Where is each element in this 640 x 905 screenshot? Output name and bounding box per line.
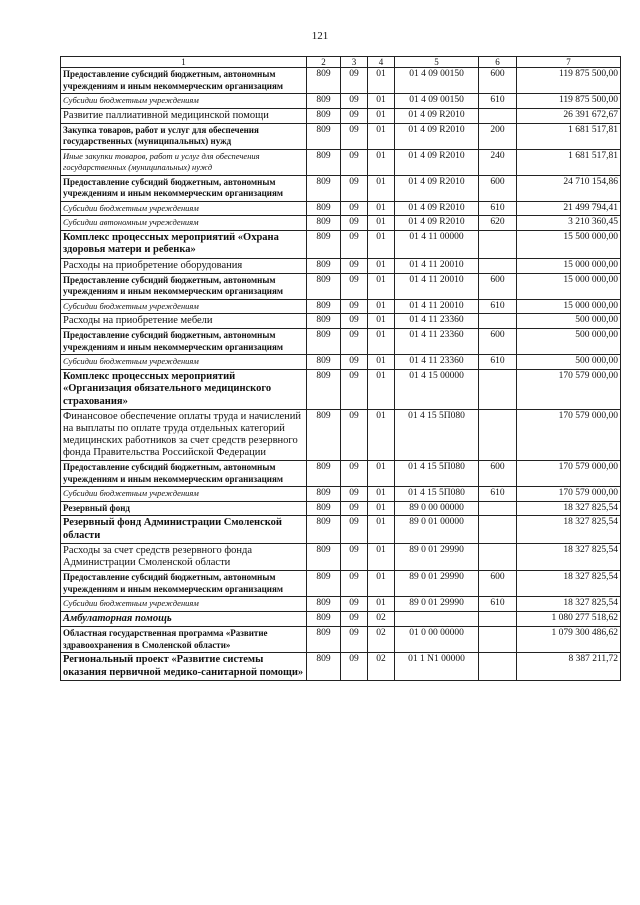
section-code: 09: [341, 94, 368, 109]
row-name: Субсидии бюджетным учреждениям: [61, 355, 307, 370]
subsection-code: 01: [368, 369, 395, 410]
table-row: [61, 355, 621, 370]
table-row: [61, 175, 621, 201]
admin-code: 809: [307, 230, 341, 258]
amount: 500 000,00: [517, 355, 621, 370]
row-name: Субсидии бюджетным учреждениям: [61, 487, 307, 502]
subsection-code: 01: [368, 230, 395, 258]
amount: 18 327 825,54: [517, 516, 621, 544]
section-code: 09: [341, 175, 368, 201]
admin-code: 809: [307, 355, 341, 370]
target-article-code: 89 0 00 00000: [395, 501, 479, 516]
amount: 1 681 517,81: [517, 149, 621, 175]
table-row: [61, 653, 621, 681]
amount: 18 327 825,54: [517, 597, 621, 612]
amount: 15 000 000,00: [517, 273, 621, 299]
subsection-code: 01: [368, 108, 395, 123]
section-code: 09: [341, 329, 368, 355]
admin-code: 809: [307, 329, 341, 355]
table-row: [61, 516, 621, 544]
target-article-code: 01 4 09 R2010: [395, 201, 479, 216]
amount: 15 500 000,00: [517, 230, 621, 258]
section-code: 09: [341, 273, 368, 299]
expense-type-code: 600: [479, 329, 517, 355]
admin-code: 809: [307, 611, 341, 627]
subsection-code: 01: [368, 355, 395, 370]
admin-code: 809: [307, 571, 341, 597]
subsection-code: 01: [368, 273, 395, 299]
subsection-code: 01: [368, 544, 395, 571]
row-name: Субсидии бюджетным учреждениям: [61, 94, 307, 109]
amount: 119 875 500,00: [517, 68, 621, 94]
row-name: Развитие паллиативной медицинской помощи: [61, 108, 307, 123]
row-name: Предоставление субсидий бюджетным, автономным учреждениям и иным некоммерческим организациям: [61, 68, 307, 94]
table-row: [61, 201, 621, 216]
expense-type-code: [479, 627, 517, 653]
amount: 15 000 000,00: [517, 258, 621, 273]
subsection-code: 01: [368, 516, 395, 544]
subsection-code: 01: [368, 571, 395, 597]
amount: 170 579 000,00: [517, 487, 621, 502]
table-row: [61, 273, 621, 299]
table-row: [61, 410, 621, 461]
admin-code: 809: [307, 108, 341, 123]
amount: 3 210 360,45: [517, 216, 621, 231]
admin-code: 809: [307, 68, 341, 94]
subsection-code: 01: [368, 597, 395, 612]
row-name: Комплекс процессных мероприятий «Организация обязательного медицинского страхования»: [61, 369, 307, 410]
row-name: Региональный проект «Развитие системы оказания первичной медико-санитарной помощи»: [61, 653, 307, 681]
admin-code: 809: [307, 627, 341, 653]
row-name: Субсидии автономным учреждениям: [61, 216, 307, 231]
table-row: [61, 216, 621, 231]
expense-type-code: 600: [479, 68, 517, 94]
column-header: 5: [395, 57, 479, 68]
row-name: Предоставление субсидий бюджетным, автономным учреждениям и иным некоммерческим организациям: [61, 571, 307, 597]
target-article-code: 01 4 11 00000: [395, 230, 479, 258]
row-name: Предоставление субсидий бюджетным, автономным учреждениям и иным некоммерческим организациям: [61, 329, 307, 355]
target-article-code: 01 4 09 R2010: [395, 216, 479, 231]
section-code: 09: [341, 611, 368, 627]
table-row: [61, 94, 621, 109]
expense-type-code: 600: [479, 571, 517, 597]
row-name: Расходы на приобретение мебели: [61, 314, 307, 329]
row-name: Иные закупки товаров, работ и услуг для обеспечения государственных (муниципальных) нужд: [61, 149, 307, 175]
table-row: [61, 461, 621, 487]
target-article-code: 01 4 09 00150: [395, 68, 479, 94]
subsection-code: 01: [368, 314, 395, 329]
table-row: [61, 544, 621, 571]
subsection-code: 02: [368, 653, 395, 681]
expense-type-code: [479, 611, 517, 627]
admin-code: 809: [307, 516, 341, 544]
target-article-code: 01 4 11 20010: [395, 273, 479, 299]
section-code: 09: [341, 258, 368, 273]
expense-type-code: 600: [479, 461, 517, 487]
amount: 8 387 211,72: [517, 653, 621, 681]
expense-type-code: [479, 653, 517, 681]
subsection-code: 01: [368, 410, 395, 461]
row-name: Комплекс процессных мероприятий «Охрана здоровья матери и ребенка»: [61, 230, 307, 258]
section-code: 09: [341, 216, 368, 231]
section-code: 09: [341, 410, 368, 461]
target-article-code: 01 4 11 20010: [395, 258, 479, 273]
column-header: 1: [61, 57, 307, 68]
admin-code: 809: [307, 369, 341, 410]
expense-type-code: [479, 369, 517, 410]
column-header: 3: [341, 57, 368, 68]
target-article-code: 01 4 09 R2010: [395, 149, 479, 175]
admin-code: 809: [307, 544, 341, 571]
admin-code: 809: [307, 410, 341, 461]
admin-code: 809: [307, 501, 341, 516]
section-code: 09: [341, 597, 368, 612]
section-code: 09: [341, 501, 368, 516]
target-article-code: 01 4 09 00150: [395, 94, 479, 109]
section-code: 09: [341, 108, 368, 123]
table-row: [61, 501, 621, 516]
admin-code: 809: [307, 597, 341, 612]
subsection-code: 01: [368, 487, 395, 502]
subsection-code: 01: [368, 149, 395, 175]
table-row: [61, 299, 621, 314]
amount: 500 000,00: [517, 314, 621, 329]
expense-type-code: 620: [479, 216, 517, 231]
row-name: Расходы на приобретение оборудования: [61, 258, 307, 273]
section-code: 09: [341, 355, 368, 370]
row-name: Субсидии бюджетным учреждениям: [61, 299, 307, 314]
admin-code: 809: [307, 487, 341, 502]
table-row: [61, 369, 621, 410]
subsection-code: 02: [368, 627, 395, 653]
section-code: 09: [341, 627, 368, 653]
target-article-code: 01 4 11 23360: [395, 329, 479, 355]
expense-type-code: 600: [479, 273, 517, 299]
row-name: Резервный фонд Администрации Смоленской области: [61, 516, 307, 544]
table-row: [61, 329, 621, 355]
admin-code: 809: [307, 216, 341, 231]
target-article-code: 89 0 01 00000: [395, 516, 479, 544]
section-code: 09: [341, 201, 368, 216]
row-name: Предоставление субсидий бюджетным, автономным учреждениям и иным некоммерческим организациям: [61, 273, 307, 299]
amount: 119 875 500,00: [517, 94, 621, 109]
amount: 18 327 825,54: [517, 544, 621, 571]
row-name: Амбулаторная помощь: [61, 611, 307, 627]
section-code: 09: [341, 369, 368, 410]
section-code: 09: [341, 653, 368, 681]
expense-type-code: [479, 108, 517, 123]
subsection-code: 01: [368, 201, 395, 216]
admin-code: 809: [307, 273, 341, 299]
budget-table: [60, 56, 621, 681]
amount: 1 080 277 518,62: [517, 611, 621, 627]
section-code: 09: [341, 149, 368, 175]
table-row: [61, 258, 621, 273]
amount: 21 499 794,41: [517, 201, 621, 216]
target-article-code: 01 4 15 00000: [395, 369, 479, 410]
table-row: [61, 314, 621, 329]
amount: 18 327 825,54: [517, 501, 621, 516]
target-article-code: 01 4 15 5П080: [395, 410, 479, 461]
admin-code: 809: [307, 299, 341, 314]
expense-type-code: [479, 258, 517, 273]
table-header-row: [61, 57, 621, 68]
expense-type-code: [479, 516, 517, 544]
table-row: [61, 68, 621, 94]
subsection-code: 01: [368, 68, 395, 94]
section-code: 09: [341, 516, 368, 544]
table-row: [61, 627, 621, 653]
table-row: [61, 108, 621, 123]
expense-type-code: 610: [479, 201, 517, 216]
row-name: Областная государственная программа «Развитие здравоохранения в Смоленской области»: [61, 627, 307, 653]
table-row: [61, 123, 621, 149]
column-header: 7: [517, 57, 621, 68]
section-code: 09: [341, 314, 368, 329]
column-header: 2: [307, 57, 341, 68]
row-name: Резервный фонд: [61, 501, 307, 516]
section-code: 09: [341, 299, 368, 314]
admin-code: 809: [307, 94, 341, 109]
amount: 500 000,00: [517, 329, 621, 355]
target-article-code: 01 1 N1 00000: [395, 653, 479, 681]
amount: 170 579 000,00: [517, 461, 621, 487]
section-code: 09: [341, 123, 368, 149]
row-name: Предоставление субсидий бюджетным, автономным учреждениям и иным некоммерческим организациям: [61, 461, 307, 487]
target-article-code: 01 4 15 5П080: [395, 461, 479, 487]
table-row: [61, 149, 621, 175]
expense-type-code: 610: [479, 487, 517, 502]
admin-code: 809: [307, 149, 341, 175]
target-article-code: 01 4 09 R2010: [395, 123, 479, 149]
amount: 1 681 517,81: [517, 123, 621, 149]
column-header: 4: [368, 57, 395, 68]
table-row: [61, 487, 621, 502]
expense-type-code: [479, 410, 517, 461]
row-name: Расходы за счет средств резервного фонда Администрации Смоленской области: [61, 544, 307, 571]
expense-type-code: [479, 501, 517, 516]
admin-code: 809: [307, 314, 341, 329]
amount: 26 391 672,67: [517, 108, 621, 123]
subsection-code: 01: [368, 501, 395, 516]
section-code: 09: [341, 544, 368, 571]
admin-code: 809: [307, 123, 341, 149]
expense-type-code: 240: [479, 149, 517, 175]
row-name: Субсидии бюджетным учреждениям: [61, 201, 307, 216]
column-header: 6: [479, 57, 517, 68]
amount: 18 327 825,54: [517, 571, 621, 597]
subsection-code: 01: [368, 123, 395, 149]
target-article-code: 01 4 09 R2010: [395, 175, 479, 201]
amount: 170 579 000,00: [517, 369, 621, 410]
admin-code: 809: [307, 653, 341, 681]
target-article-code: 01 4 11 23360: [395, 314, 479, 329]
target-article-code: 01 0 00 00000: [395, 627, 479, 653]
expense-type-code: 610: [479, 299, 517, 314]
target-article-code: 01 4 11 20010: [395, 299, 479, 314]
target-article-code: 89 0 01 29990: [395, 597, 479, 612]
admin-code: 809: [307, 461, 341, 487]
section-code: 09: [341, 571, 368, 597]
target-article-code: 01 4 15 5П080: [395, 487, 479, 502]
section-code: 09: [341, 68, 368, 94]
target-article-code: 01 4 09 R2010: [395, 108, 479, 123]
target-article-code: [395, 611, 479, 627]
admin-code: 809: [307, 175, 341, 201]
amount: 1 079 300 486,62: [517, 627, 621, 653]
subsection-code: 01: [368, 329, 395, 355]
subsection-code: 01: [368, 175, 395, 201]
expense-type-code: 600: [479, 175, 517, 201]
target-article-code: 89 0 01 29990: [395, 544, 479, 571]
row-name: Закупка товаров, работ и услуг для обеспечения государственных (муниципальных) нужд: [61, 123, 307, 149]
section-code: 09: [341, 230, 368, 258]
admin-code: 809: [307, 201, 341, 216]
subsection-code: 01: [368, 461, 395, 487]
admin-code: 809: [307, 258, 341, 273]
subsection-code: 01: [368, 94, 395, 109]
table-row: [61, 230, 621, 258]
row-name: Субсидии бюджетным учреждениям: [61, 597, 307, 612]
table-row: [61, 571, 621, 597]
table-row: [61, 597, 621, 612]
expense-type-code: [479, 544, 517, 571]
target-article-code: 89 0 01 29990: [395, 571, 479, 597]
amount: 15 000 000,00: [517, 299, 621, 314]
expense-type-code: [479, 314, 517, 329]
page-number: 121: [311, 30, 329, 42]
subsection-code: 01: [368, 216, 395, 231]
section-code: 09: [341, 487, 368, 502]
section-code: 09: [341, 461, 368, 487]
subsection-code: 01: [368, 299, 395, 314]
amount: 170 579 000,00: [517, 410, 621, 461]
expense-type-code: 200: [479, 123, 517, 149]
row-name: Финансовое обеспечение оплаты труда и начислений на выплаты по оплате труда отдельных категорий медицинских работников за счет средств резервного фонда Правительства Российской Федерации: [61, 410, 307, 461]
expense-type-code: 610: [479, 597, 517, 612]
expense-type-code: 610: [479, 355, 517, 370]
expense-type-code: [479, 230, 517, 258]
target-article-code: 01 4 11 23360: [395, 355, 479, 370]
subsection-code: 02: [368, 611, 395, 627]
row-name: Предоставление субсидий бюджетным, автономным учреждениям и иным некоммерческим организациям: [61, 175, 307, 201]
table-row: [61, 611, 621, 627]
amount: 24 710 154,86: [517, 175, 621, 201]
expense-type-code: 610: [479, 94, 517, 109]
subsection-code: 01: [368, 258, 395, 273]
